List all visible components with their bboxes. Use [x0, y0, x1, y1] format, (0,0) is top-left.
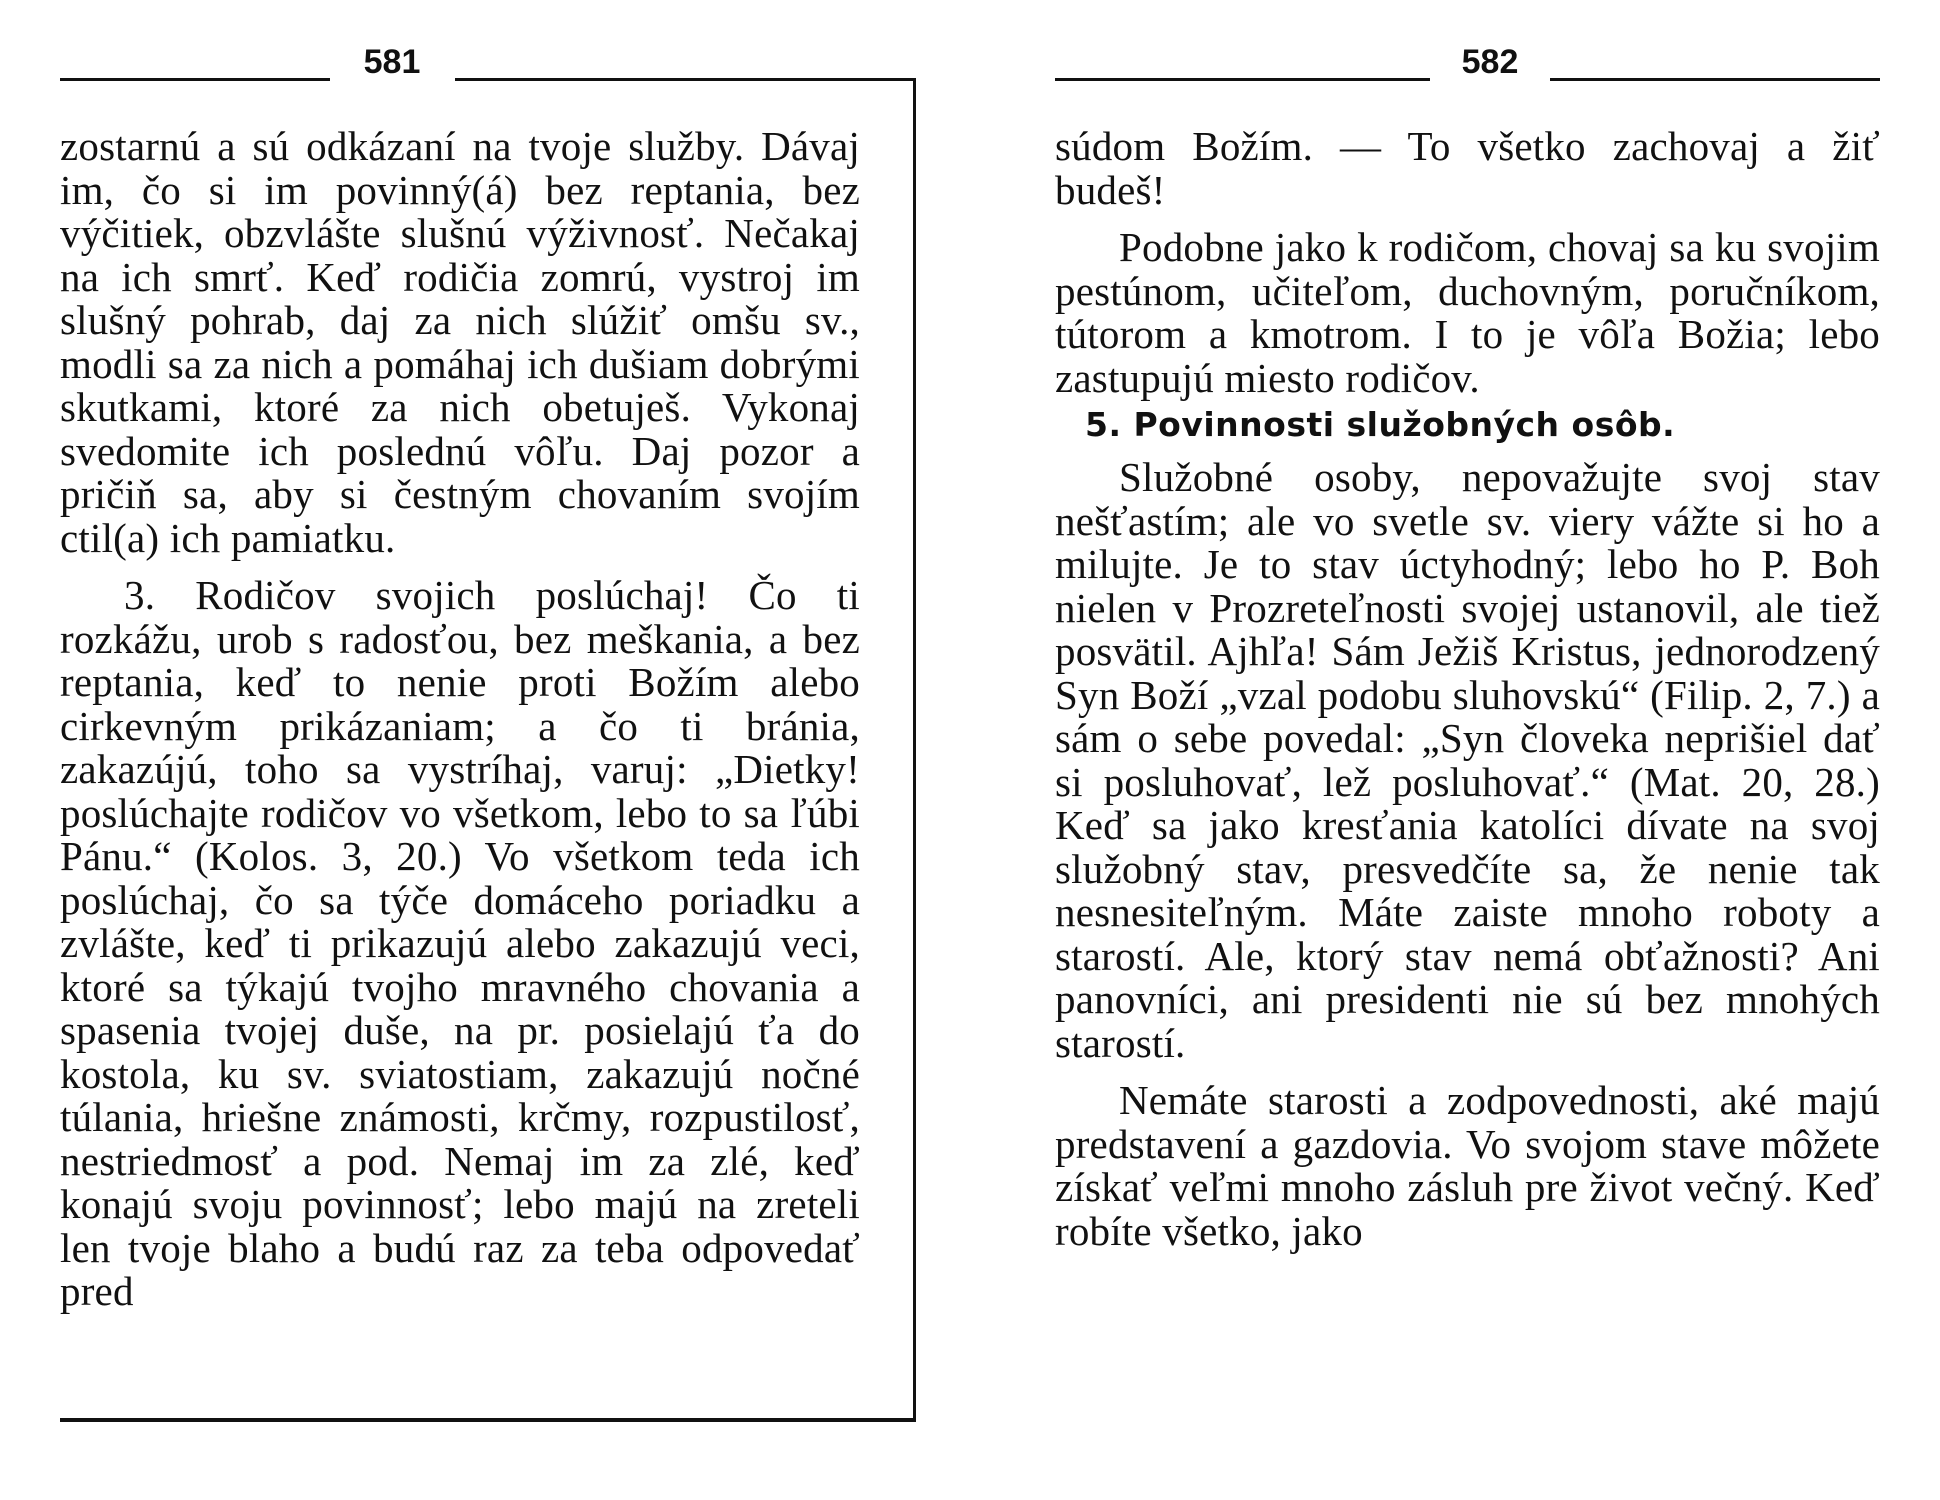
header-rule-left: [60, 78, 330, 81]
section-heading: 5. Povinnosti služobných osôb.: [1085, 405, 1676, 444]
paragraph-obey-parents: 3. Rodičov svojich poslúchaj! Čo ti rozkážu, urob s radosťou, bez meškania, a bez reptania, keď to nenie proti Božím alebo cirkevným prikázaniam; a čo ti bránia, zakazújú, toho sa vystríhaj, varuj: „Dietky! poslúchajte rodičov vo všetkom, lebo to sa ľúbi Pánu.“ (Kolos. 3, 20.) Vo všetkom teda ich poslúchaj, čo sa týče domáceho poriadku a zvlášte, keď ti prikazujú alebo zakazujú veci, ktoré sa týkajú tvojho mravného chovania a spasenia tvojej duše, na pr. posielajú ťa do kostola, ku sv. sviatostiam, zakazujú nočné túlania, hriešne známosti, krčmy, rozpustilosť, nestriedmosť a pod. Nemaj im za zlé, keď konajú svoju povinnosť; lebo majú na zreteli len tvoje blaho a budú raz za teba odpovedať pred: [60, 572, 860, 1314]
left-page-header: [60, 38, 920, 86]
paragraph-continuation: súdom Božím. — To všetko zachovaj a žiť budeš!: [1055, 123, 1880, 213]
page-frame-bottom: [60, 1418, 916, 1422]
header-rule-right: [455, 78, 913, 81]
page-frame-right: [913, 78, 916, 1420]
paragraph-servants-state: Služobné osoby, nepovažujte svoj stav nešťastím; ale vo svetle sv. viery vážte si ho a milujte. Je to stav úctyhodný; lebo ho P. Boh nielen v Prozreteľnosti svojej ustanovil, ale tiež posvätil. Ajhľa! Sám Ježiš Kristus, jednorodzený Syn Boží „vzal podobu sluhovskú“ (Filip. 2, 7.) a sám o sebe povedal: „Syn človeka neprišiel dať si posluhovať, lež posluhovať.“ (Mat. 20, 28.) Keď sa jako kresťania katolíci dívate na svoj služobný stav, presvedčíte sa, že nenie tak nesnesiteľným. Máte zaiste mnoho roboty a starostí. Ale, ktorý stav nemá obťažnosti? Ani panovníci, ani presidenti nie sú bez mnohých starostí.: [1055, 454, 1880, 1066]
page-number-582: 582: [1461, 43, 1519, 81]
header-rule-left: [1055, 78, 1430, 81]
paragraph-guardians: Podobne jako k rodičom, chovaj sa ku svojim pestúnom, učiteľom, duchovným, poručníkom, tútorom a kmotrom. I to je vôľa Božia; lebo zastupujú miesto rodičov.: [1055, 224, 1880, 401]
left-page-text: [60, 125, 860, 1314]
page-number-581: 581: [363, 43, 421, 81]
right-page-header: [1055, 38, 1885, 86]
header-rule-right: [1550, 78, 1880, 81]
paragraph-continuation: zostarnú a sú odkázaní na tvoje služby. Dávaj im, čo si im povinný(á) bez reptania, bez výčitiek, obzvlášte slušnú výživnosť. Nečakaj na ich smrť. Keď rodičia zomrú, vystroj im slušný pohrab, daj za nich slúžiť omšu sv., modli sa za nich a pomáhaj ich dušiam dobrými skutkami, ktoré za nich obetuješ. Vykonaj svedomite ich poslednú vôľu. Daj pozor a pričiň sa, aby si čestným chovaním svojím ctil(a) ich pamiatku.: [60, 123, 860, 561]
right-page-text: [1055, 125, 1880, 1253]
paragraph-servants-merits: Nemáte starosti a zodpovednosti, aké majú predstavení a gazdovia. Vo svojom stave môžete získať veľmi mnoho zásluh pre život večný. Keď robíte všetko, jako: [1055, 1077, 1880, 1254]
